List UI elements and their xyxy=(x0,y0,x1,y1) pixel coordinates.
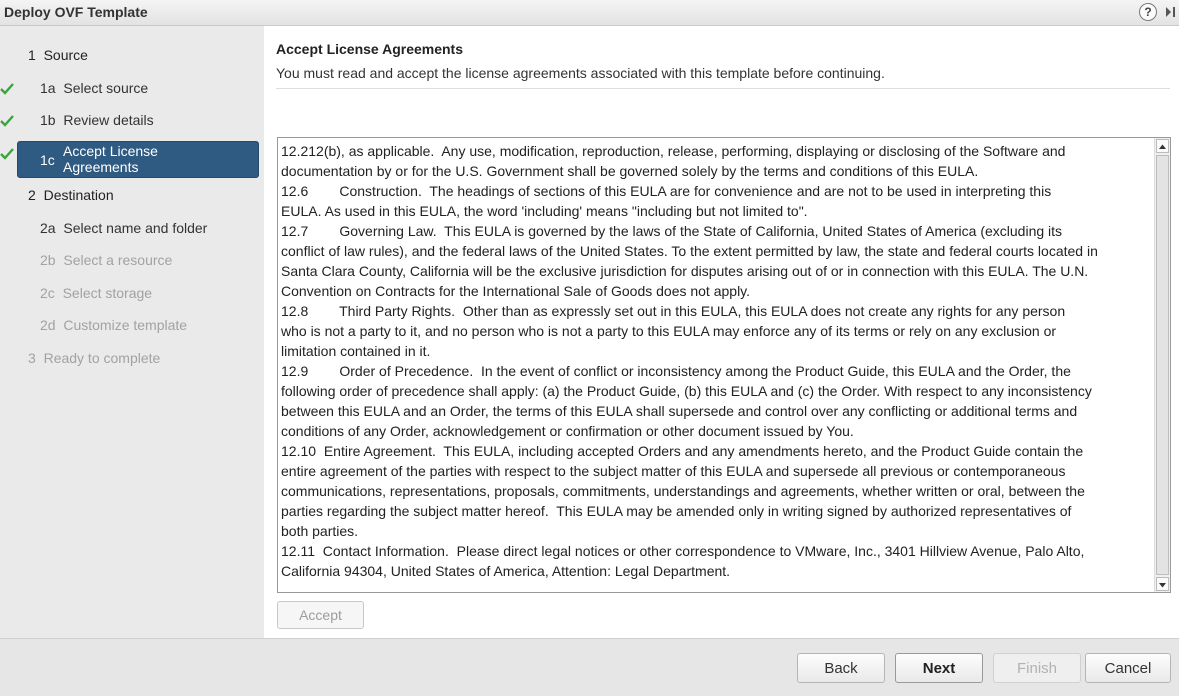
step-select-a-resource xyxy=(40,252,172,268)
step-number: 2c xyxy=(40,285,55,301)
finish-button[interactable]: Finish xyxy=(993,653,1081,683)
step-number: 3 xyxy=(28,350,36,366)
license-text-line: Convention on Contracts for the International Sale of Goods does not apply. xyxy=(281,283,751,299)
next-button[interactable]: Next xyxy=(895,653,983,683)
scroll-thumb[interactable] xyxy=(1156,155,1169,575)
step-number: 1 xyxy=(28,47,36,63)
step-label: Select name and folder xyxy=(63,220,208,236)
arrow-down-icon xyxy=(1157,579,1168,591)
license-text-line: between this EULA and an Order, the terms of this EULA shall supersede and control over any conflicting or additional terms and xyxy=(281,403,1078,419)
step-source xyxy=(28,47,88,63)
step-number: 1c xyxy=(40,152,55,168)
page-subtitle: You must read and accept the license agreements associated with this template before continuing. xyxy=(276,65,885,81)
wizard-content xyxy=(264,26,1179,638)
license-text-line: limitation contained in it. xyxy=(281,343,431,359)
step-label: Select a resource xyxy=(63,252,173,268)
license-text-line: 12.8 Third Party Rights. Other than as expressly set out in this EULA, this EULA does not create any rights for any person xyxy=(281,303,1066,319)
license-text-line: entire agreement of the parties with respect to the subject matter of this EULA and supersede all previous or contemporaneous xyxy=(281,463,1066,479)
license-text-line: communications, representations, proposals, commitments, understandings and agreements, whether written or oral, between the xyxy=(281,483,1085,499)
step-review-details[interactable] xyxy=(40,112,154,128)
step-number: 2d xyxy=(40,317,56,333)
step-destination xyxy=(28,187,114,203)
license-text-line: who is not a party to it, and no person who is not a party to this EULA may enforce any of its terms or rely on any exclusion or xyxy=(281,323,1057,339)
arrow-up-icon xyxy=(1157,141,1168,153)
cancel-button[interactable]: Cancel xyxy=(1085,653,1171,683)
dialog-titlebar xyxy=(0,0,1179,26)
license-text-line: 12.10 Entire Agreement. This EULA, including accepted Orders and any amendments hereto, and the Product Guide contain the xyxy=(281,443,1084,459)
step-customize-template xyxy=(40,317,187,333)
license-text-line: both parties. xyxy=(281,523,359,539)
license-text-line: California 94304, United States of America, Attention: Legal Department. xyxy=(281,563,731,579)
license-text-line: conflict of law rules), and the federal laws of the United States. To the extent permitted by law, the state and federal courts located in xyxy=(281,243,1098,259)
license-text-line: 12.11 Contact Information. Please direct legal notices or other correspondence to VMware, Inc., 3401 Hillview Avenue, Palo Alto, xyxy=(281,543,1085,559)
step-label: Ready to complete xyxy=(43,350,161,366)
license-text-box[interactable] xyxy=(277,137,1171,593)
checkmark-icon xyxy=(0,83,14,95)
step-ready-to-complete xyxy=(28,350,160,366)
license-text-line: 12.6 Construction. The headings of sections of this EULA are for convenience and are not to be used in interpreting this xyxy=(281,183,1052,199)
question-mark-icon[interactable]: ? xyxy=(1139,3,1157,21)
step-select-storage xyxy=(40,285,152,301)
step-label: Source xyxy=(43,47,88,63)
step-number: 2a xyxy=(40,220,56,236)
license-text-line: parties regarding the subject matter hereof. This EULA may be amended only in writing signed by authorized representatives of xyxy=(281,503,1072,519)
license-text-line: conditions of any Order, acknowledgement or confirmation or other document issued by You. xyxy=(281,423,854,439)
step-label: Select source xyxy=(63,80,149,96)
step-label: Review details xyxy=(63,112,154,128)
scroll-down-button[interactable] xyxy=(1156,577,1169,591)
license-text-line: EULA. As used in this EULA, the word 'including' means "including but not limited to". xyxy=(281,203,808,219)
step-label: Select storage xyxy=(62,285,153,301)
scroll-up-button[interactable] xyxy=(1156,139,1169,153)
license-text-line: 12.212(b), as applicable. Any use, modification, reproduction, release, performing, displaying or disclosing of the Software and xyxy=(281,143,1066,159)
step-label: Customize template xyxy=(63,317,188,333)
double-chevron-right-icon[interactable] xyxy=(1163,4,1179,20)
divider xyxy=(276,88,1170,89)
step-accept-license-agreements[interactable] xyxy=(17,141,259,178)
step-label: Destination xyxy=(43,187,114,203)
page-title: Accept License Agreements xyxy=(276,41,463,57)
step-number: 1a xyxy=(40,80,56,96)
step-select-source[interactable] xyxy=(40,80,148,96)
dialog-title: Deploy OVF Template xyxy=(4,4,148,20)
license-text-line: Santa Clara County, California will be the exclusive jurisdiction for disputes arising out of or in connection with this EULA. The U.N. xyxy=(281,263,1089,279)
step-number: 2 xyxy=(28,187,36,203)
checkmark-icon xyxy=(0,115,14,127)
vertical-scrollbar[interactable] xyxy=(1154,138,1170,592)
back-button[interactable]: Back xyxy=(797,653,885,683)
accept-button[interactable]: Accept xyxy=(277,601,364,629)
license-text-line: 12.9 Order of Precedence. In the event of conflict or inconsistency among the Product Guide, this EULA and the Order, the xyxy=(281,363,1071,379)
checkmark-icon xyxy=(0,148,14,160)
step-label: Accept License Agreements xyxy=(63,143,158,175)
step-select-name-and-folder[interactable] xyxy=(40,220,207,236)
step-number: 1b xyxy=(40,112,56,128)
step-number: 2b xyxy=(40,252,56,268)
license-text-line: 12.7 Governing Law. This EULA is governed by the laws of the State of California, United States of America (excluding its xyxy=(281,223,1063,239)
license-text-line: following order of precedence shall apply: (a) the Product Guide, (b) this EULA and (c) the Order. With respect to any inconsistency xyxy=(281,383,1092,399)
license-text-line: documentation by or for the U.S. Government shall be governed solely by the terms and conditions of this EULA. xyxy=(281,163,979,179)
wizard-steps-sidebar xyxy=(0,26,264,638)
license-text xyxy=(281,141,1153,589)
wizard-footer xyxy=(0,638,1179,696)
